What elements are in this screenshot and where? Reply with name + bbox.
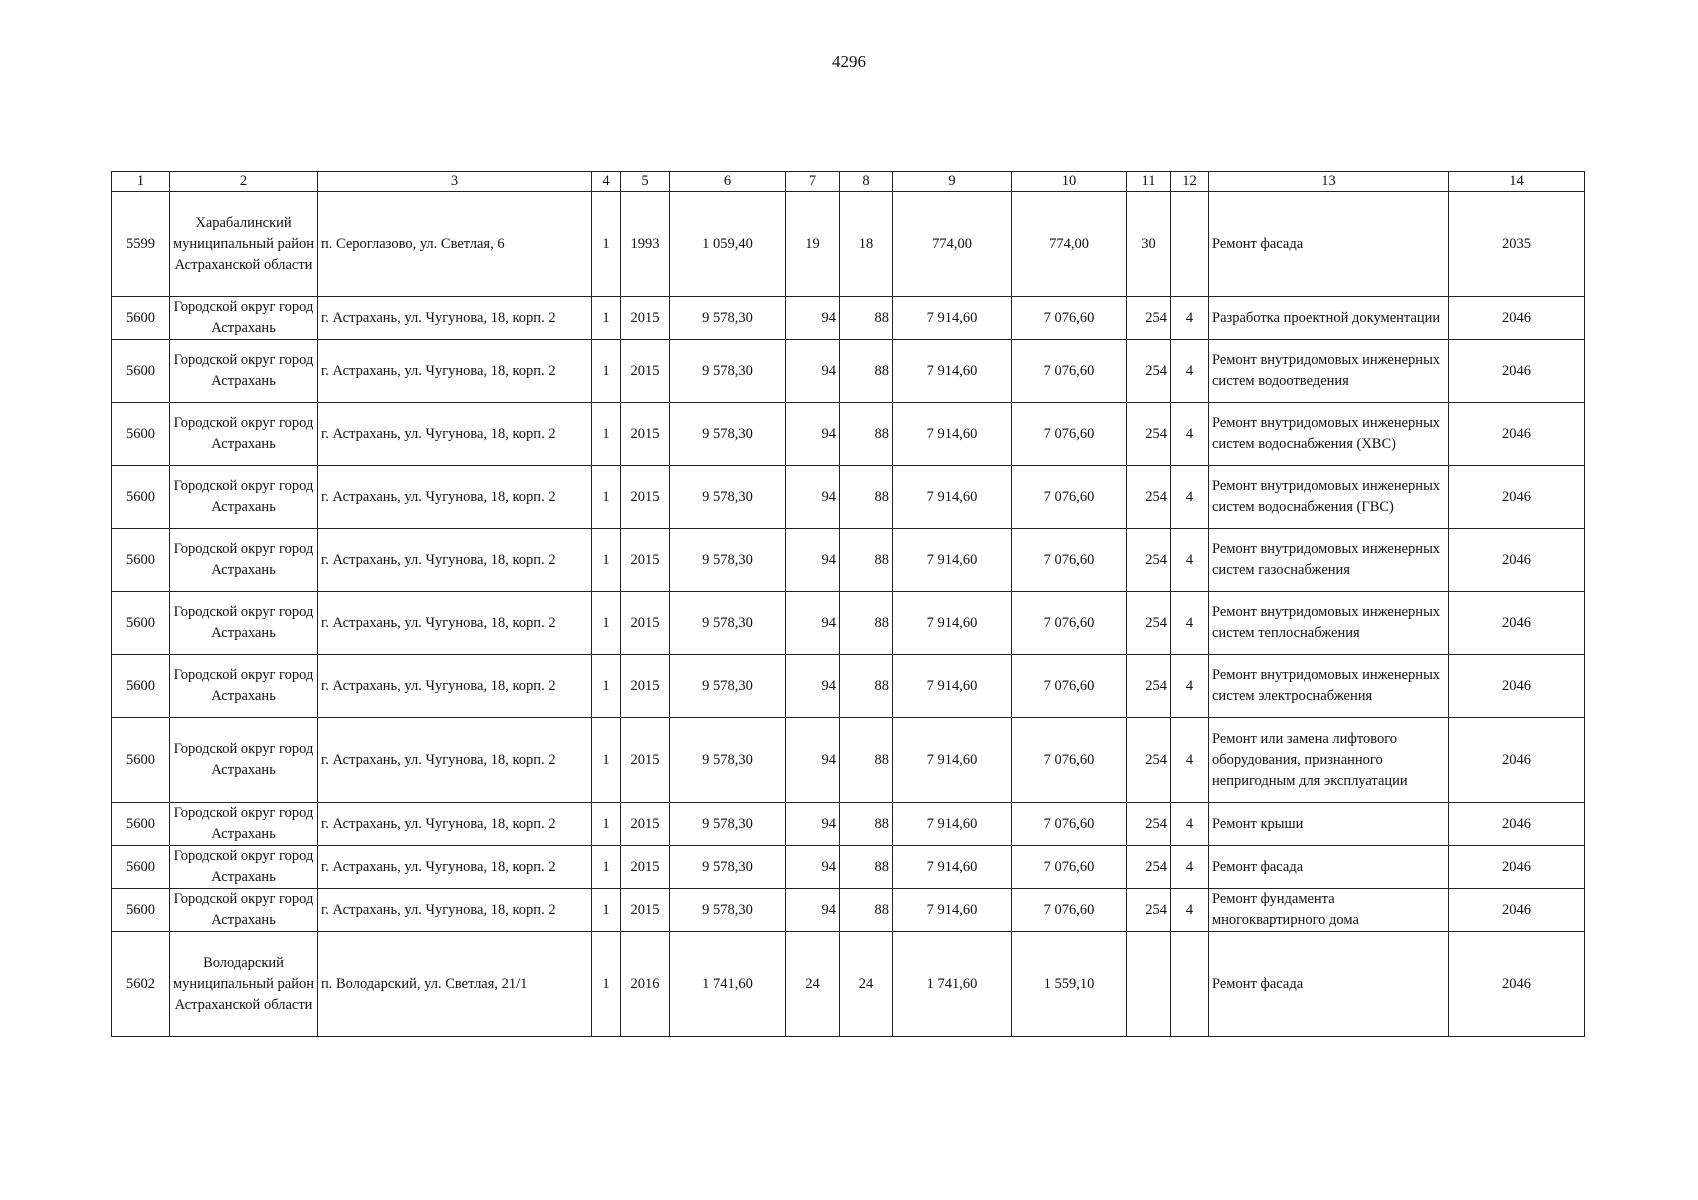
col-12-value: 4 xyxy=(1171,592,1209,655)
col-11-value: 254 xyxy=(1127,846,1171,889)
col-10-area: 7 076,60 xyxy=(1012,846,1127,889)
col-9-area: 1 741,60 xyxy=(893,932,1012,1037)
col-11-value: 254 xyxy=(1127,340,1171,403)
col-9-area: 7 914,60 xyxy=(893,592,1012,655)
municipality: Городской округ город Астрахань xyxy=(170,718,318,803)
col-12-value: 4 xyxy=(1171,655,1209,718)
address: г. Астрахань, ул. Чугунова, 18, корп. 2 xyxy=(318,718,592,803)
municipality: Городской округ город Астрахань xyxy=(170,655,318,718)
col-8-value: 88 xyxy=(840,592,893,655)
col-12-value xyxy=(1171,932,1209,1037)
work-type: Ремонт внутридомовых инженерных систем газоснабжения xyxy=(1209,529,1449,592)
col-7-value: 94 xyxy=(786,403,840,466)
col-4-value: 1 xyxy=(592,932,621,1037)
table-row xyxy=(112,655,1585,718)
address: г. Астрахань, ул. Чугунова, 18, корп. 2 xyxy=(318,803,592,846)
col-7-value: 94 xyxy=(786,340,840,403)
plan-year: 2046 xyxy=(1449,655,1585,718)
municipality: Городской округ город Астрахань xyxy=(170,803,318,846)
column-number-2: 2 xyxy=(170,172,318,192)
column-number-5: 5 xyxy=(621,172,670,192)
plan-year: 2046 xyxy=(1449,297,1585,340)
municipality: Городской округ город Астрахань xyxy=(170,889,318,932)
col-7-value: 94 xyxy=(786,889,840,932)
row-number: 5600 xyxy=(112,803,170,846)
table-body xyxy=(112,172,1585,1037)
col-10-area: 7 076,60 xyxy=(1012,592,1127,655)
col-9-area: 7 914,60 xyxy=(893,297,1012,340)
column-number-13: 13 xyxy=(1209,172,1449,192)
col-8-value: 88 xyxy=(840,466,893,529)
row-number: 5599 xyxy=(112,192,170,297)
column-number-14: 14 xyxy=(1449,172,1585,192)
table-row xyxy=(112,529,1585,592)
address: г. Астрахань, ул. Чугунова, 18, корп. 2 xyxy=(318,529,592,592)
col-12-value: 4 xyxy=(1171,403,1209,466)
plan-year: 2046 xyxy=(1449,592,1585,655)
table-row xyxy=(112,846,1585,889)
table-row xyxy=(112,889,1585,932)
column-number-4: 4 xyxy=(592,172,621,192)
address: г. Астрахань, ул. Чугунова, 18, корп. 2 xyxy=(318,655,592,718)
table-row xyxy=(112,192,1585,297)
col-8-value: 88 xyxy=(840,846,893,889)
col-11-value: 254 xyxy=(1127,592,1171,655)
col-7-value: 94 xyxy=(786,718,840,803)
page-number: 4296 xyxy=(832,52,866,71)
col-4-value: 1 xyxy=(592,655,621,718)
work-type: Ремонт или замена лифтового оборудования, признанного непригодным для эксплуатации xyxy=(1209,718,1449,803)
col-7-value: 24 xyxy=(786,932,840,1037)
col-7-value: 94 xyxy=(786,846,840,889)
year-built: 2015 xyxy=(621,466,670,529)
row-number: 5600 xyxy=(112,846,170,889)
work-type: Ремонт внутридомовых инженерных систем водоснабжения (ХВС) xyxy=(1209,403,1449,466)
row-number: 5600 xyxy=(112,529,170,592)
col-12-value: 4 xyxy=(1171,340,1209,403)
plan-year: 2046 xyxy=(1449,803,1585,846)
col-8-value: 18 xyxy=(840,192,893,297)
table-row xyxy=(112,803,1585,846)
col-12-value: 4 xyxy=(1171,297,1209,340)
col-12-value: 4 xyxy=(1171,529,1209,592)
col-9-area: 7 914,60 xyxy=(893,889,1012,932)
col-11-value: 30 xyxy=(1127,192,1171,297)
col-11-value: 254 xyxy=(1127,466,1171,529)
col-10-area: 7 076,60 xyxy=(1012,297,1127,340)
col-10-area: 7 076,60 xyxy=(1012,466,1127,529)
col-11-value: 254 xyxy=(1127,529,1171,592)
row-number: 5602 xyxy=(112,932,170,1037)
capital-repair-table xyxy=(111,171,1585,1037)
plan-year: 2046 xyxy=(1449,529,1585,592)
plan-year: 2046 xyxy=(1449,932,1585,1037)
col-4-value: 1 xyxy=(592,718,621,803)
address: г. Астрахань, ул. Чугунова, 18, корп. 2 xyxy=(318,297,592,340)
col-8-value: 88 xyxy=(840,529,893,592)
work-type: Ремонт фундамента многоквартирного дома xyxy=(1209,889,1449,932)
col-12-value: 4 xyxy=(1171,803,1209,846)
col-9-area: 7 914,60 xyxy=(893,403,1012,466)
total-area: 1 741,60 xyxy=(670,932,786,1037)
work-type: Ремонт внутридомовых инженерных систем электроснабжения xyxy=(1209,655,1449,718)
total-area: 9 578,30 xyxy=(670,718,786,803)
col-9-area: 7 914,60 xyxy=(893,846,1012,889)
column-number-3: 3 xyxy=(318,172,592,192)
year-built: 2016 xyxy=(621,932,670,1037)
col-4-value: 1 xyxy=(592,340,621,403)
col-12-value xyxy=(1171,192,1209,297)
year-built: 2015 xyxy=(621,529,670,592)
address: г. Астрахань, ул. Чугунова, 18, корп. 2 xyxy=(318,846,592,889)
col-4-value: 1 xyxy=(592,403,621,466)
col-10-area: 7 076,60 xyxy=(1012,803,1127,846)
plan-year: 2046 xyxy=(1449,718,1585,803)
col-8-value: 88 xyxy=(840,889,893,932)
work-type: Ремонт внутридомовых инженерных систем водоснабжения (ГВС) xyxy=(1209,466,1449,529)
year-built: 2015 xyxy=(621,340,670,403)
col-8-value: 88 xyxy=(840,803,893,846)
total-area: 9 578,30 xyxy=(670,466,786,529)
col-7-value: 94 xyxy=(786,466,840,529)
column-number-8: 8 xyxy=(840,172,893,192)
year-built: 2015 xyxy=(621,592,670,655)
total-area: 9 578,30 xyxy=(670,340,786,403)
col-4-value: 1 xyxy=(592,529,621,592)
total-area: 9 578,30 xyxy=(670,846,786,889)
row-number: 5600 xyxy=(112,340,170,403)
row-number: 5600 xyxy=(112,466,170,529)
total-area: 9 578,30 xyxy=(670,889,786,932)
col-10-area: 7 076,60 xyxy=(1012,529,1127,592)
col-9-area: 7 914,60 xyxy=(893,529,1012,592)
col-4-value: 1 xyxy=(592,192,621,297)
col-12-value: 4 xyxy=(1171,466,1209,529)
year-built: 2015 xyxy=(621,297,670,340)
address: г. Астрахань, ул. Чугунова, 18, корп. 2 xyxy=(318,466,592,529)
plan-year: 2046 xyxy=(1449,403,1585,466)
row-number: 5600 xyxy=(112,592,170,655)
col-11-value: 254 xyxy=(1127,655,1171,718)
municipality: Городской округ город Астрахань xyxy=(170,846,318,889)
municipality: Городской округ город Астрахань xyxy=(170,466,318,529)
table-row xyxy=(112,466,1585,529)
column-number-7: 7 xyxy=(786,172,840,192)
col-11-value: 254 xyxy=(1127,718,1171,803)
col-11-value: 254 xyxy=(1127,803,1171,846)
col-8-value: 88 xyxy=(840,340,893,403)
municipality: Городской округ город Астрахань xyxy=(170,340,318,403)
municipality: Володарский муниципальный район Астраханской области xyxy=(170,932,318,1037)
column-number-9: 9 xyxy=(893,172,1012,192)
municipality: Городской округ город Астрахань xyxy=(170,297,318,340)
municipality: Городской округ город Астрахань xyxy=(170,403,318,466)
col-12-value: 4 xyxy=(1171,718,1209,803)
row-number: 5600 xyxy=(112,889,170,932)
total-area: 9 578,30 xyxy=(670,297,786,340)
plan-year: 2046 xyxy=(1449,340,1585,403)
table-row xyxy=(112,932,1585,1037)
work-type: Ремонт фасада xyxy=(1209,846,1449,889)
municipality: Городской округ город Астрахань xyxy=(170,592,318,655)
col-9-area: 7 914,60 xyxy=(893,466,1012,529)
address: г. Астрахань, ул. Чугунова, 18, корп. 2 xyxy=(318,592,592,655)
col-7-value: 94 xyxy=(786,297,840,340)
col-12-value: 4 xyxy=(1171,846,1209,889)
col-9-area: 7 914,60 xyxy=(893,655,1012,718)
col-11-value: 254 xyxy=(1127,889,1171,932)
column-number-6: 6 xyxy=(670,172,786,192)
plan-year: 2046 xyxy=(1449,466,1585,529)
year-built: 2015 xyxy=(621,889,670,932)
col-8-value: 88 xyxy=(840,297,893,340)
table-row xyxy=(112,592,1585,655)
work-type: Разработка проектной документации xyxy=(1209,297,1449,340)
column-number-1: 1 xyxy=(112,172,170,192)
address: г. Астрахань, ул. Чугунова, 18, корп. 2 xyxy=(318,340,592,403)
year-built: 2015 xyxy=(621,718,670,803)
total-area: 9 578,30 xyxy=(670,529,786,592)
col-8-value: 24 xyxy=(840,932,893,1037)
col-7-value: 94 xyxy=(786,803,840,846)
total-area: 9 578,30 xyxy=(670,403,786,466)
col-9-area: 7 914,60 xyxy=(893,340,1012,403)
col-4-value: 1 xyxy=(592,466,621,529)
year-built: 2015 xyxy=(621,403,670,466)
col-4-value: 1 xyxy=(592,803,621,846)
address: п. Володарский, ул. Светлая, 21/1 xyxy=(318,932,592,1037)
municipality: Харабалинский муниципальный район Астраханской области xyxy=(170,192,318,297)
col-4-value: 1 xyxy=(592,889,621,932)
table-row xyxy=(112,297,1585,340)
work-type: Ремонт внутридомовых инженерных систем водоотведения xyxy=(1209,340,1449,403)
col-10-area: 1 559,10 xyxy=(1012,932,1127,1037)
table-row xyxy=(112,403,1585,466)
row-number: 5600 xyxy=(112,718,170,803)
col-7-value: 94 xyxy=(786,655,840,718)
col-12-value: 4 xyxy=(1171,889,1209,932)
plan-year: 2035 xyxy=(1449,192,1585,297)
column-number-11: 11 xyxy=(1127,172,1171,192)
col-10-area: 774,00 xyxy=(1012,192,1127,297)
col-7-value: 19 xyxy=(786,192,840,297)
table-row xyxy=(112,718,1585,803)
col-10-area: 7 076,60 xyxy=(1012,340,1127,403)
col-9-area: 7 914,60 xyxy=(893,803,1012,846)
table-row xyxy=(112,340,1585,403)
year-built: 2015 xyxy=(621,655,670,718)
col-4-value: 1 xyxy=(592,297,621,340)
col-10-area: 7 076,60 xyxy=(1012,403,1127,466)
col-10-area: 7 076,60 xyxy=(1012,718,1127,803)
col-11-value: 254 xyxy=(1127,297,1171,340)
column-number-12: 12 xyxy=(1171,172,1209,192)
col-4-value: 1 xyxy=(592,592,621,655)
column-number-10: 10 xyxy=(1012,172,1127,192)
total-area: 1 059,40 xyxy=(670,192,786,297)
row-number: 5600 xyxy=(112,297,170,340)
address: г. Астрахань, ул. Чугунова, 18, корп. 2 xyxy=(318,889,592,932)
year-built: 2015 xyxy=(621,846,670,889)
col-11-value xyxy=(1127,932,1171,1037)
row-number: 5600 xyxy=(112,403,170,466)
column-number-row xyxy=(112,172,1585,192)
work-type: Ремонт внутридомовых инженерных систем теплоснабжения xyxy=(1209,592,1449,655)
address: г. Астрахань, ул. Чугунова, 18, корп. 2 xyxy=(318,403,592,466)
col-10-area: 7 076,60 xyxy=(1012,655,1127,718)
col-11-value: 254 xyxy=(1127,403,1171,466)
row-number: 5600 xyxy=(112,655,170,718)
col-8-value: 88 xyxy=(840,655,893,718)
col-7-value: 94 xyxy=(786,529,840,592)
address: п. Сероглазово, ул. Светлая, 6 xyxy=(318,192,592,297)
work-type: Ремонт фасада xyxy=(1209,192,1449,297)
col-10-area: 7 076,60 xyxy=(1012,889,1127,932)
col-7-value: 94 xyxy=(786,592,840,655)
plan-year: 2046 xyxy=(1449,889,1585,932)
col-4-value: 1 xyxy=(592,846,621,889)
col-9-area: 774,00 xyxy=(893,192,1012,297)
col-8-value: 88 xyxy=(840,718,893,803)
work-type: Ремонт фасада xyxy=(1209,932,1449,1037)
total-area: 9 578,30 xyxy=(670,803,786,846)
col-8-value: 88 xyxy=(840,403,893,466)
total-area: 9 578,30 xyxy=(670,655,786,718)
work-type: Ремонт крыши xyxy=(1209,803,1449,846)
municipality: Городской округ город Астрахань xyxy=(170,529,318,592)
total-area: 9 578,30 xyxy=(670,592,786,655)
col-9-area: 7 914,60 xyxy=(893,718,1012,803)
plan-year: 2046 xyxy=(1449,846,1585,889)
year-built: 2015 xyxy=(621,803,670,846)
year-built: 1993 xyxy=(621,192,670,297)
